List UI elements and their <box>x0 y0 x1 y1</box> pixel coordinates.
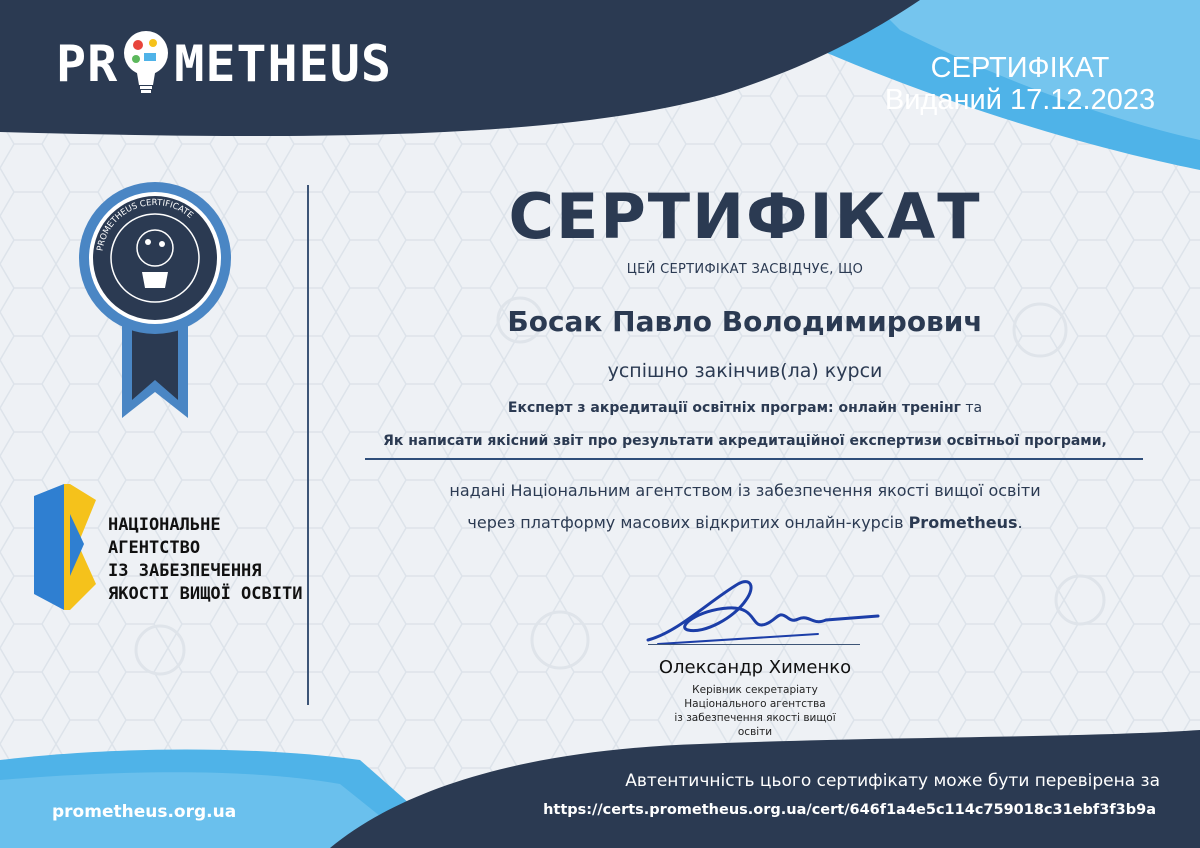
signer-role-line: Національного агентства <box>684 698 826 710</box>
course-join: та <box>960 400 983 416</box>
header-issued-date: Виданий 17.12.2023 <box>884 84 1156 116</box>
platform-suffix: . <box>1017 513 1023 532</box>
lightbulb-icon <box>120 29 172 99</box>
signer-role-line: Керівник секретаріату <box>692 684 818 696</box>
verification-url[interactable]: https://certs.prometheus.org.ua/cert/646f1a4e5c114c759018c31ebf3f3b9a <box>543 802 1156 818</box>
agency-line: АГЕНТСТВО <box>108 538 201 558</box>
course-underline <box>365 458 1143 460</box>
site-link[interactable]: prometheus.org.ua <box>52 802 237 822</box>
completed-text: успішно закінчив(ла) курси <box>607 360 883 382</box>
agency-line: ЯКОСТІ ВИЩОЇ ОСВІТИ <box>108 584 303 604</box>
signature-line <box>648 644 860 645</box>
course-2-title: Як написати якісний звіт про результати акредитаційної експертизи освітньої програми, <box>383 433 1107 449</box>
logo-text-left: PR <box>56 35 119 93</box>
certificate-title: СЕРТИФІКАТ <box>508 180 982 253</box>
agency-name <box>108 514 308 606</box>
agency-line: ІЗ ЗАБЕЗПЕЧЕННЯ <box>108 561 262 581</box>
platform-text <box>310 513 1180 532</box>
certifies-text: ЦЕЙ СЕРТИФІКАТ ЗАСВІДЧУЄ, ЩО <box>626 262 864 277</box>
logo-text-right: METHEUS <box>174 35 392 93</box>
authenticity-text: Автентичність цього сертифікату може бути перевірена за <box>625 771 1160 791</box>
signer-name: Олександр Хименко <box>658 657 852 678</box>
header-certificate-label: СЕРТИФІКАТ <box>930 52 1110 84</box>
vertical-divider <box>307 185 309 705</box>
signer-role-line: із забезпечення якості вищої <box>674 712 836 724</box>
signer-role-line: освіти <box>737 726 773 738</box>
certificate-seal-icon <box>70 180 240 420</box>
header-issue-info <box>860 52 1180 116</box>
platform-name: Prometheus <box>908 513 1018 532</box>
seal-ring-text: PROMETHEUS CERTIFICATE <box>95 197 195 252</box>
course-line-1 <box>310 400 1180 416</box>
course-1-title: Експерт з акредитації освітніх програм: онлайн тренінг <box>507 400 961 416</box>
signature-icon <box>638 572 888 652</box>
agency-line: НАЦІОНАЛЬНЕ <box>108 515 221 535</box>
prometheus-logo[interactable] <box>56 32 392 96</box>
platform-prefix: через платформу масових відкритих онлайн-курсів <box>467 513 909 532</box>
recipient-name: Босак Павло Володимирович <box>507 305 983 338</box>
issued-by-text: надані Національним агентством із забезпечення якості вищої освіти <box>449 481 1041 500</box>
